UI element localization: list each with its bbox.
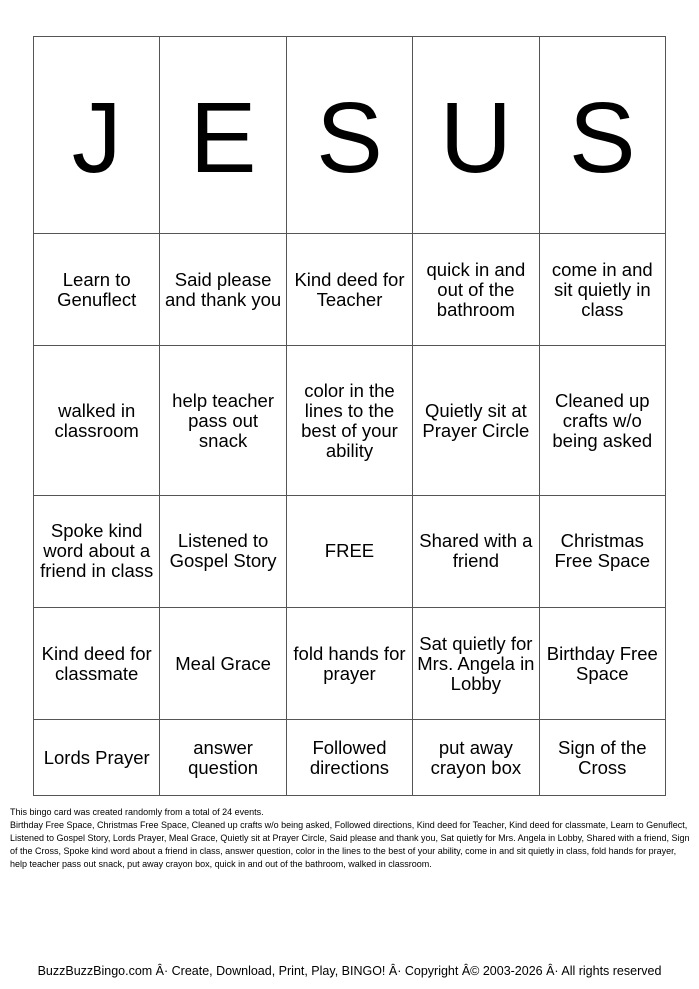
bingo-cell: Sat quietly for Mrs. Angela in Lobby [413, 608, 539, 720]
bingo-cell: Quietly sit at Prayer Circle [413, 346, 539, 495]
bingo-cell: Meal Grace [160, 608, 286, 720]
bingo-cell: put away crayon box [413, 720, 539, 796]
bingo-cell: Said please and thank you [160, 234, 286, 346]
bingo-cell: color in the lines to the best of your ability [286, 346, 412, 495]
bingo-cell: Listened to Gospel Story [160, 495, 286, 607]
footnote-events-list: Birthday Free Space, Christmas Free Space, Cleaned up crafts w/o being asked, Followed directions, Kind deed for Teacher, Kind deed for classmate, Learn to Genuflect, Listened to Gospel Story, Lords Prayer, Meal Grace, Quietly sit at Prayer Circle, Said please and thank you, Sat quietly for Mrs. Angela in Lobby, Shared with a friend, Sign of the Cross, Spoke kind word about a friend in class, answer question, color in the lines to the best of your ability, come in and sit quietly in class, fold hands for prayer, help teacher pass out snack, put away crayon box, quick in and out of the bathroom, walked in classroom. [10, 820, 690, 869]
bingo-header-row [34, 37, 666, 234]
bingo-cell: quick in and out of the bathroom [413, 234, 539, 346]
bingo-cell: Shared with a friend [413, 495, 539, 607]
bingo-cell: come in and sit quietly in class [539, 234, 665, 346]
header-letter: U [413, 37, 539, 234]
header-letter: E [160, 37, 286, 234]
header-letter: S [286, 37, 412, 234]
header-letter: S [539, 37, 665, 234]
events-footnote [10, 806, 690, 871]
bingo-cell: Kind deed for classmate [34, 608, 160, 720]
bingo-cell: Learn to Genuflect [34, 234, 160, 346]
bingo-card [33, 36, 666, 796]
bingo-cell: help teacher pass out snack [160, 346, 286, 495]
bingo-cell: Kind deed for Teacher [286, 234, 412, 346]
footnote-intro: This bingo card was created randomly from a total of 24 events. [10, 807, 264, 817]
bingo-cell: Spoke kind word about a friend in class [34, 495, 160, 607]
bingo-cell: Cleaned up crafts w/o being asked [539, 346, 665, 495]
bingo-row [34, 234, 666, 346]
site-footer: BuzzBuzzBingo.com Â· Create, Download, Print, Play, BINGO! Â· Copyright Â© 2003-2026 Â· All rights reserved [37, 964, 662, 978]
bingo-cell: Lords Prayer [34, 720, 160, 796]
bingo-cell: fold hands for prayer [286, 608, 412, 720]
bingo-cell: Sign of the Cross [539, 720, 665, 796]
header-letter: J [34, 37, 160, 234]
bingo-cell: walked in classroom [34, 346, 160, 495]
bingo-row [34, 346, 666, 495]
bingo-cell: Birthday Free Space [539, 608, 665, 720]
bingo-row [34, 495, 666, 607]
bingo-cell: Followed directions [286, 720, 412, 796]
bingo-row [34, 608, 666, 720]
bingo-cell: answer question [160, 720, 286, 796]
free-cell: FREE [286, 495, 412, 607]
bingo-cell: Christmas Free Space [539, 495, 665, 607]
bingo-row [34, 720, 666, 796]
